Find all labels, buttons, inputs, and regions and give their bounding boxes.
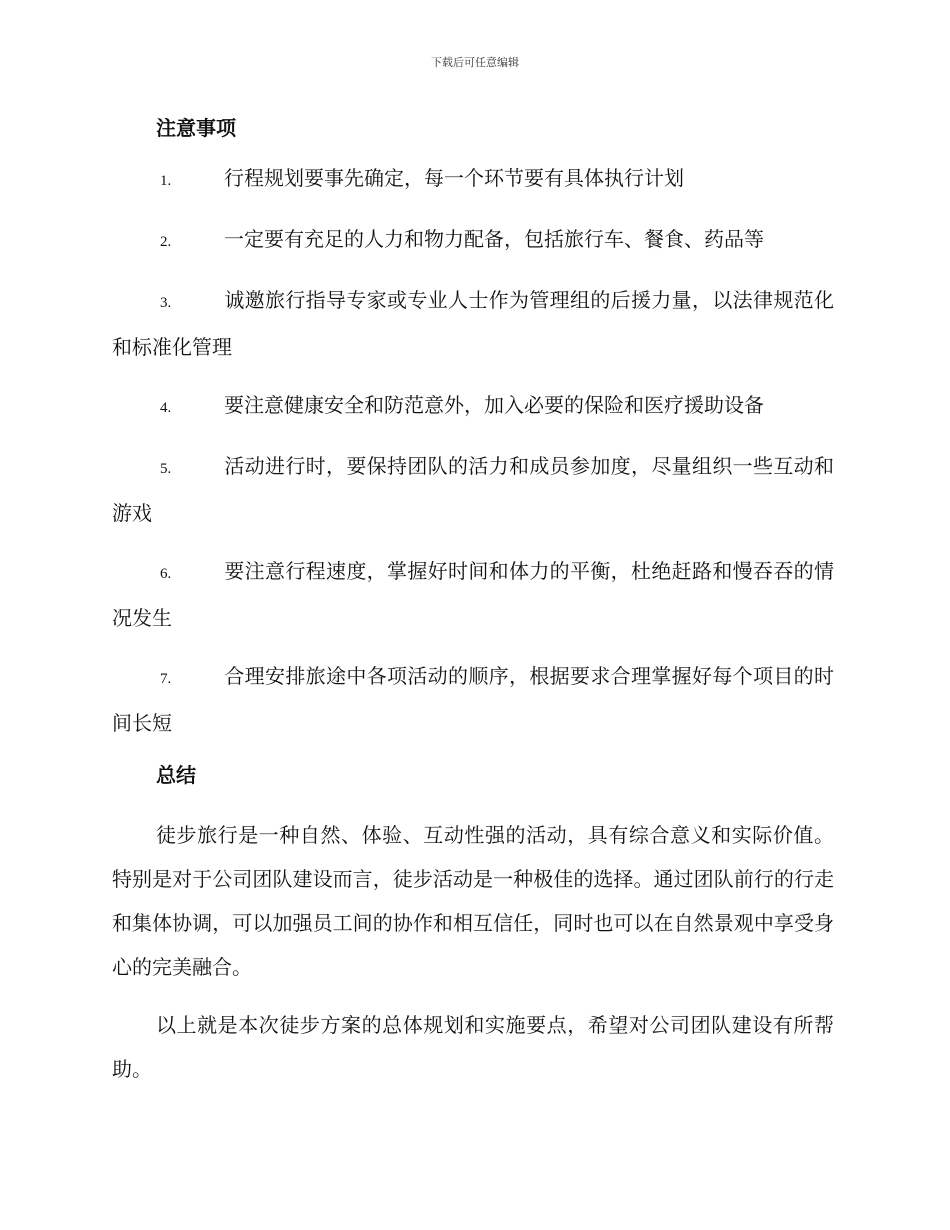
list-item [112, 549, 834, 640]
list-item [112, 217, 834, 264]
list-item [112, 383, 834, 430]
list-item-number: 2. [160, 234, 172, 250]
list-item-text: 要注意健康安全和防范意外，加入必要的保险和医疗援助设备 [224, 393, 764, 417]
document-body [112, 112, 834, 1091]
list-item-number: 3. [160, 295, 172, 311]
list-item-number: 1. [160, 173, 172, 189]
summary-heading: 总结 [156, 763, 196, 787]
list-item-number: 7. [160, 671, 172, 687]
list-item [112, 654, 834, 745]
list-item-number: 4. [160, 400, 172, 416]
list-item-text: 活动进行时，要保持团队的活力和成员参加度，尽量组织一些互动和游戏 [112, 454, 834, 525]
list-item-text: 要注意行程速度，掌握好时间和体力的平衡，杜绝赶路和慢吞吞的情况发生 [112, 559, 834, 630]
summary-paragraph: 以上就是本次徒步方案的总体规划和实施要点，希望对公司团队建设有所帮助。 [112, 1013, 834, 1081]
list-item-number: 6. [160, 566, 172, 582]
list-item-number: 5. [160, 461, 172, 477]
list-item-text: 诚邀旅行指导专家或专业人士作为管理组的后援力量，以法律规范化和标准化管理 [112, 288, 834, 359]
list-item [112, 278, 834, 369]
list-item-text: 合理安排旅途中各项活动的顺序，根据要求合理掌握好每个项目的时间长短 [112, 664, 834, 735]
precautions-heading: 注意事项 [156, 116, 236, 140]
list-item-text: 行程规划要事先确定，每一个环节要有具体执行计划 [224, 166, 684, 190]
summary-paragraph: 徒步旅行是一种自然、体验、互动性强的活动，具有综合意义和实际价值。特别是对于公司团队建设而言，徒步活动是一种极佳的选择。通过团队前行的行走和集体协调，可以加强员工间的协作和相互信任，同时也可以在自然景观中享受身心的完美融合。 [112, 823, 834, 979]
list-item [112, 156, 834, 203]
precautions-list [112, 156, 834, 745]
header-note: 下载后可任意编辑 [431, 56, 519, 69]
list-item [112, 444, 834, 535]
list-item-text: 一定要有充足的人力和物力配备，包括旅行车、餐食、药品等 [224, 227, 764, 251]
